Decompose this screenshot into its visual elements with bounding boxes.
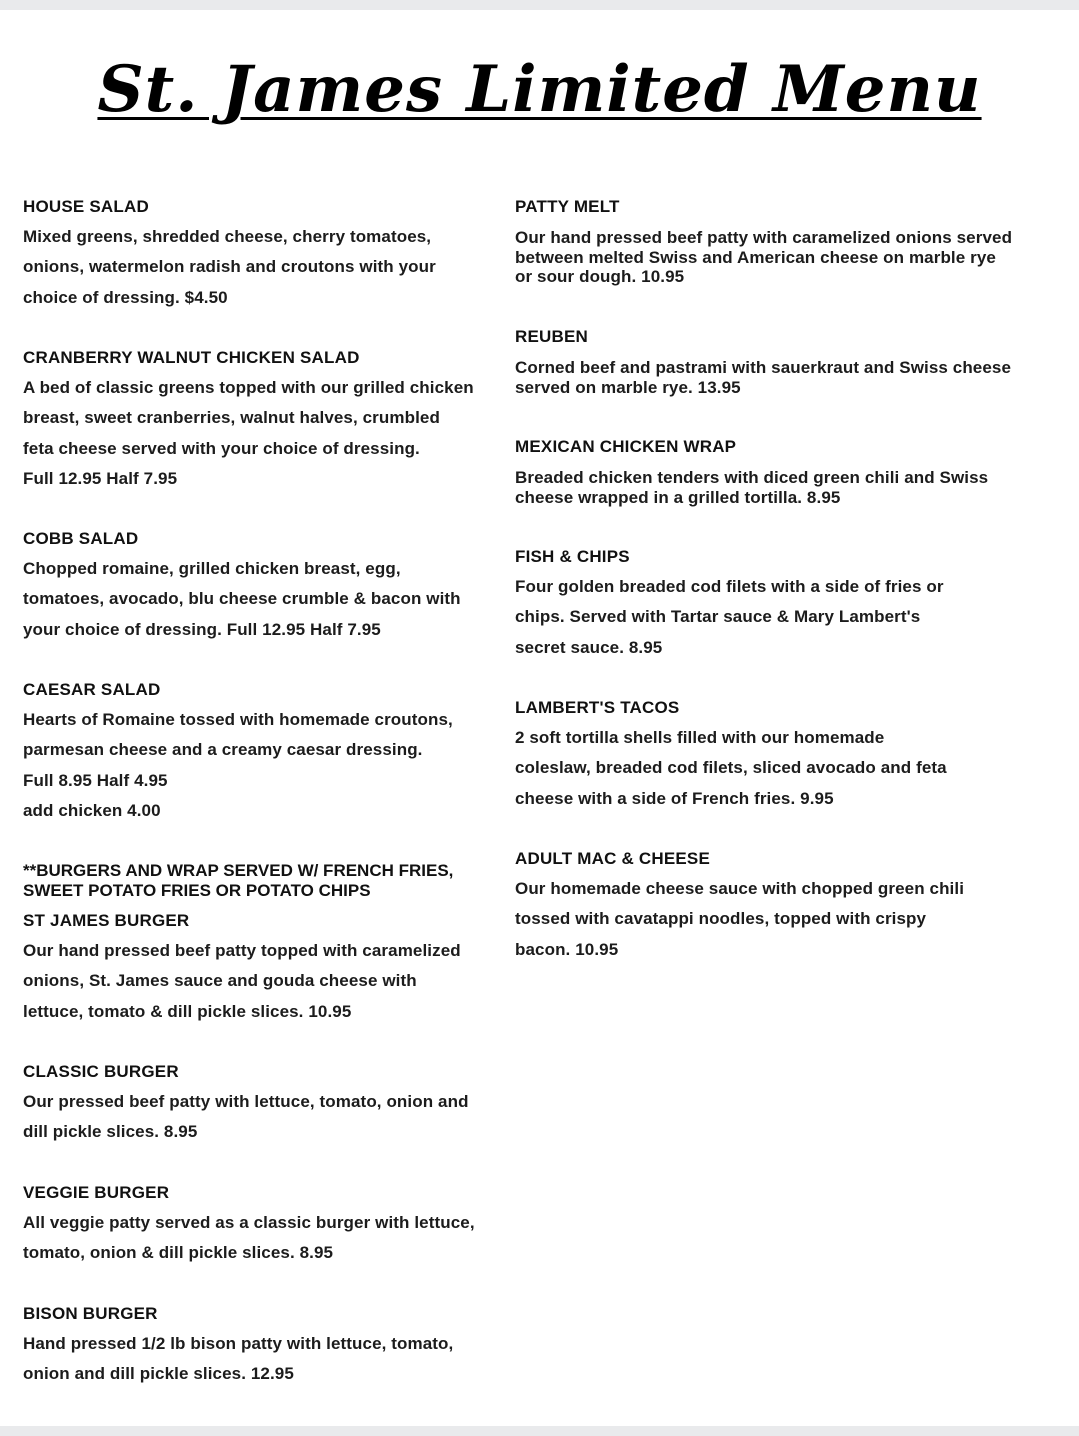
menu-item-mexican-chicken-wrap <box>515 432 1055 507</box>
item-name: MEXICAN CHICKEN WRAP <box>515 437 737 456</box>
item-description: All veggie patty served as a classic burger with lettuce, tomato, onion & dill pickle slices. 8.95 <box>23 1213 475 1263</box>
menu-item-cobb-salad <box>23 524 513 645</box>
item-name: HOUSE SALAD <box>23 197 149 216</box>
menu-item-caesar-salad <box>23 675 513 827</box>
item-name: BISON BURGER <box>23 1304 158 1323</box>
burger-sides-note: **BURGERS AND WRAP SERVED W/ FRENCH FRIES, SWEET POTATO FRIES OR POTATO CHIPS <box>23 861 454 900</box>
item-description: Our pressed beef patty with lettuce, tomato, onion and dill pickle slices. 8.95 <box>23 1092 469 1142</box>
item-name: FISH & CHIPS <box>515 547 630 566</box>
menu-page <box>0 10 1079 1426</box>
menu-item-cranberry-walnut-chicken-salad <box>23 343 513 495</box>
item-description: Our hand pressed beef patty with caramelized onions served between melted Swiss and American cheese on marble rye or sour dough. 10.95 <box>515 228 1013 286</box>
menu-item-classic-burger <box>23 1057 513 1148</box>
menu-item-veggie-burger <box>23 1178 513 1269</box>
item-name: CLASSIC BURGER <box>23 1062 179 1081</box>
item-description: Mixed greens, shredded cheese, cherry tomatoes, onions, watermelon radish and croutons with your choice of dressing. $4.50 <box>23 227 436 307</box>
item-description: A bed of classic greens topped with our grilled chicken breast, sweet cranberries, walnut halves, crumbled feta cheese served with your choice of dressing. Full 12.95 Half 7.95 <box>23 378 474 489</box>
menu-item-house-salad <box>23 192 513 313</box>
item-name: PATTY MELT <box>515 197 620 216</box>
item-name: ST JAMES BURGER <box>23 911 190 930</box>
item-description: Hand pressed 1/2 lb bison patty with lettuce, tomato, onion and dill pickle slices. 12.95 <box>23 1334 454 1384</box>
item-name: REUBEN <box>515 327 588 346</box>
item-name: COBB SALAD <box>23 529 139 548</box>
item-description: Corned beef and pastrami with sauerkraut and Swiss cheese served on marble rye. 13.95 <box>515 358 1012 397</box>
item-description: Breaded chicken tenders with diced green chili and Swiss cheese wrapped in a grilled tortilla. 8.95 <box>515 468 989 507</box>
item-description: Four golden breaded cod filets with a side of fries or chips. Served with Tartar sauce & Mary Lambert's secret sauce. 8.95 <box>515 577 944 657</box>
menu-item-lamberts-tacos <box>515 693 1055 814</box>
menu-item-patty-melt <box>515 192 1055 287</box>
item-name: CAESAR SALAD <box>23 680 161 699</box>
menu-item-fish-and-chips <box>515 542 1055 663</box>
item-description: Hearts of Romaine tossed with homemade croutons, parmesan cheese and a creamy caesar dressing. Full 8.95 Half 4.95 add chicken 4.00 <box>23 710 453 821</box>
item-description: 2 soft tortilla shells filled with our homemade coleslaw, breaded cod filets, sliced avocado and feta cheese with a side of French fries. 9.95 <box>515 728 947 808</box>
item-description: Our homemade cheese sauce with chopped green chili tossed with cavatappi noodles, topped with crispy bacon. 10.95 <box>515 879 965 959</box>
menu-item-bison-burger <box>23 1299 513 1390</box>
menu-item-st-james-burger <box>23 906 513 1027</box>
menu-title <box>0 52 1079 127</box>
item-name: CRANBERRY WALNUT CHICKEN SALAD <box>23 348 360 367</box>
menu-title-text: St. James Limited Menu <box>97 52 982 127</box>
item-name: VEGGIE BURGER <box>23 1183 170 1202</box>
item-description: Our hand pressed beef patty topped with caramelized onions, St. James sauce and gouda cheese with lettuce, tomato & dill pickle slices. 10.95 <box>23 941 461 1021</box>
item-description: Chopped romaine, grilled chicken breast, egg, tomatoes, avocado, blu cheese crumble & bacon with your choice of dressing. Full 12.95 Half 7.95 <box>23 559 461 639</box>
menu-item-reuben <box>515 322 1055 397</box>
item-name: LAMBERT'S TACOS <box>515 698 680 717</box>
item-name: ADULT MAC & CHEESE <box>515 849 711 868</box>
menu-item-adult-mac-and-cheese <box>515 844 1055 965</box>
